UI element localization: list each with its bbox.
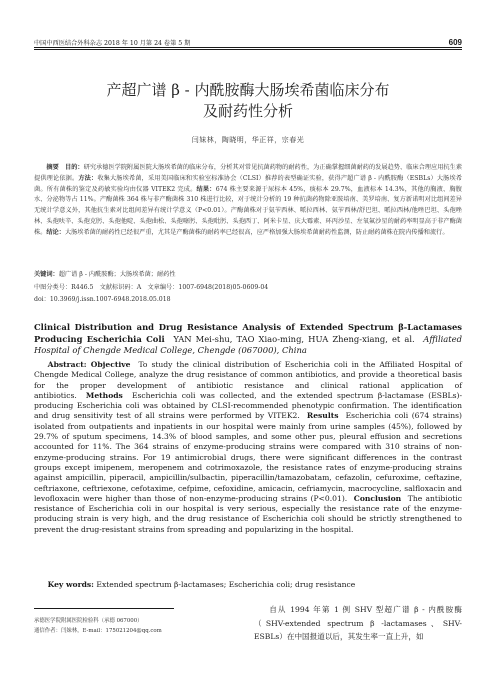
keywords-cn-label: 关键词：	[34, 271, 59, 278]
body-text-cn: 自从 1994 年第 1 例 SHV 型超广谱 β - 内酰胺酶（SHV-extended spectrum β -lactamases、SHV-ESBLs）在中国报道以后，其发生率一直上升，如	[254, 605, 462, 642]
abstract-en-results: Escherichia coli (674 strains) isolated from outpatients and inpatients in our hospital were mainly from urine samples (45%), followed by 29.7% of sputum specimens, 14.3% of blood samples, and some other pus, pleural effusion and secretions accounted for 11%. The 364 strains of enzyme-producing strains were compared with 310 strains of non-enzyme-producing strains. For 19 antimicrobial drugs, there were significant differences in the contrast groups except imipenem, meropenem and cotrimoxazole, the resistance rates of enzyme-producing strains against ampicillin, piperacil, ampicillin/sulbactin, piperacillin/tamazobatam, cefazolin, cefuroxime, ceftazine, ceftriaxone, ceftriexone, cefotaxime, cefpime, cefoxidine, amicacin, cefriamycin, macrocycline, salfloxacin and levofloxacin were higher than those of non-enzyme-producing strains (P<0.01).	[34, 411, 462, 503]
title-line-2: 及耐药性分析	[202, 102, 293, 120]
footnote-correspondence: 通信作者：闫妹林，E-mail：175021204@qq.com	[34, 628, 162, 634]
keywords-en-value: Extended spectrum β-lactamases; Escherichia coli; drug resistance	[96, 580, 356, 589]
paper-title-en	[34, 322, 462, 357]
keywords-en-label: Key words:	[47, 580, 94, 589]
abstract-en-results-label: Results	[306, 411, 339, 421]
title-en: Clinical Distribution and Drug Resistance Analysis of Extended Spectrum β-Lactamases Producing Escherichia Coli	[34, 322, 462, 344]
abstract-en	[34, 360, 462, 535]
paper-title-cn	[34, 80, 462, 122]
classification-line: 中图分类号：R446.5 文献标识码：A 文章编号：1007-6948(2018)05-0609-04	[34, 284, 269, 291]
keywords-cn	[34, 270, 462, 281]
abstract-en-methods-label: Methods	[85, 390, 123, 400]
footnote-affiliation: 承德医学院附属医院检验科（承德 067000）	[34, 618, 143, 624]
abstract-cn-conclusion: 大肠埃希菌的耐药性已经很严重，尤其是产酶菌株的耐药率已经很高，应严格加强大肠埃希菌耐药性监测，防止耐药菌株在院内传播和流行。	[64, 228, 449, 236]
affiliation-en: Affiliated Hospital of Chengde Medical College, Chengde (067000), China	[34, 333, 462, 356]
abstract-en-conclusion: The antibiotic resistance of Escherichia coli in our hospital is very serious, especially the resistance rate of the enzyme-producing strain is very high, and the drug resistance of Escherichia coli should be strictly strengthened to prevent the drug-resistant strains from spreading and popularizing in the hospital.	[34, 493, 462, 534]
title-line-1: 产超广谱 β - 内酰胺酶大肠埃希菌临床分布	[106, 81, 390, 99]
abstract-en-methods: Escherichia coli was collected, and the extended spectrum β-lactamase (ESBLs)-producing Escherichia coli was obtained by CLSI-recommended phenotypic confirmation. The identification and drug sensitivity test of all strains were performed by VITEK2.	[34, 390, 463, 421]
authors-cn: 闫妹林，陶晓明，华正祥，宗春光	[191, 136, 305, 144]
abstract-cn-results: 674 株主要来源于尿标本 45%，痰标本 29.7%，血液标本 14.3%，其他的胸液、胸腹水、分泌物等占 11%。产酶菌株 364 株与非产酶菌株 310 株进行比较，对于统计分析的 19 种抗菌药物除亚胺培南、美罗培南、复方新诺明对比组间差异无统计学意义外，其他抗生素对比组间差异有统计学意义（P<0.01）。产酶菌株对于氨苄西林、哌拉西林、氨苄西林/舒巴坦、哌拉西林/他唑巴坦、头孢唑林、头孢呋辛、头孢克肟、头孢他啶、头孢曲松、头孢噻肟、头孢吡肟、头孢西丁、阿米卡星、庆大霉素、环丙沙星、左氧氟沙星的耐药率明显高于非产酶菌株。	[34, 185, 462, 236]
abstract-cn-results-label: 结果：	[196, 185, 216, 193]
abstract-en-conclusion-label: Conclusion	[353, 493, 402, 503]
keywords-en	[34, 580, 462, 590]
page-number: 609	[448, 38, 462, 47]
footnote-rule	[34, 608, 174, 609]
abstract-cn-objective: 研究承德医学院附属医院大肠埃希菌的临床分布，分析其对常见抗菌药物的耐药性，为正确掌握细菌耐药的发展趋势、临床合理应用抗生素提供理论依据。	[34, 164, 463, 182]
abstract-cn	[34, 163, 462, 239]
footnote	[34, 616, 234, 636]
abstract-en-label: Abstract: Objective	[47, 360, 131, 369]
abstract-cn-methods-label: 方法：	[78, 174, 98, 182]
abstract-cn-objective-label: 摘要 目的：	[46, 164, 84, 171]
journal-header: 中国中西医结合外科杂志 2018 年 10 月第 24 卷第 5 期	[34, 40, 191, 47]
authors-en: YAN Mei-shu, TAO Xiao-ming, HUA Zheng-xiang, et al.	[173, 333, 415, 344]
header-rule	[34, 47, 462, 48]
article-meta	[34, 282, 462, 305]
abstract-en-objective: To study the clinical distribution of Escherichia coli in the Affiliated Hospital of Chengde Medical College, analyze the drug resistance of common antibiotics, and provide a theoretical basis for the proper development of antibiotic resistance and clinical rational application of antibiotics.	[34, 360, 462, 400]
abstract-cn-methods: 收集大肠埃希菌，采用美国临床和实验室标准协会（CLSI）推荐的表型确证实验，获得产超广谱 β - 内酰胺酶（ESBLs）大肠埃希菌。所有菌株的鉴定及药敏实验均由仪器 VITEK2 完成。	[34, 174, 463, 193]
keywords-cn-value: 超广谱 β - 内酰胺酶；大肠埃希菌；耐药性	[58, 271, 176, 278]
header-rule-thin	[34, 49, 462, 50]
doi-line: doi：10.3969/j.issn.1007-6948.2018.05.018	[34, 295, 171, 303]
abstract-cn-conclusion-label: 结论：	[46, 228, 65, 236]
running-header	[34, 33, 462, 47]
